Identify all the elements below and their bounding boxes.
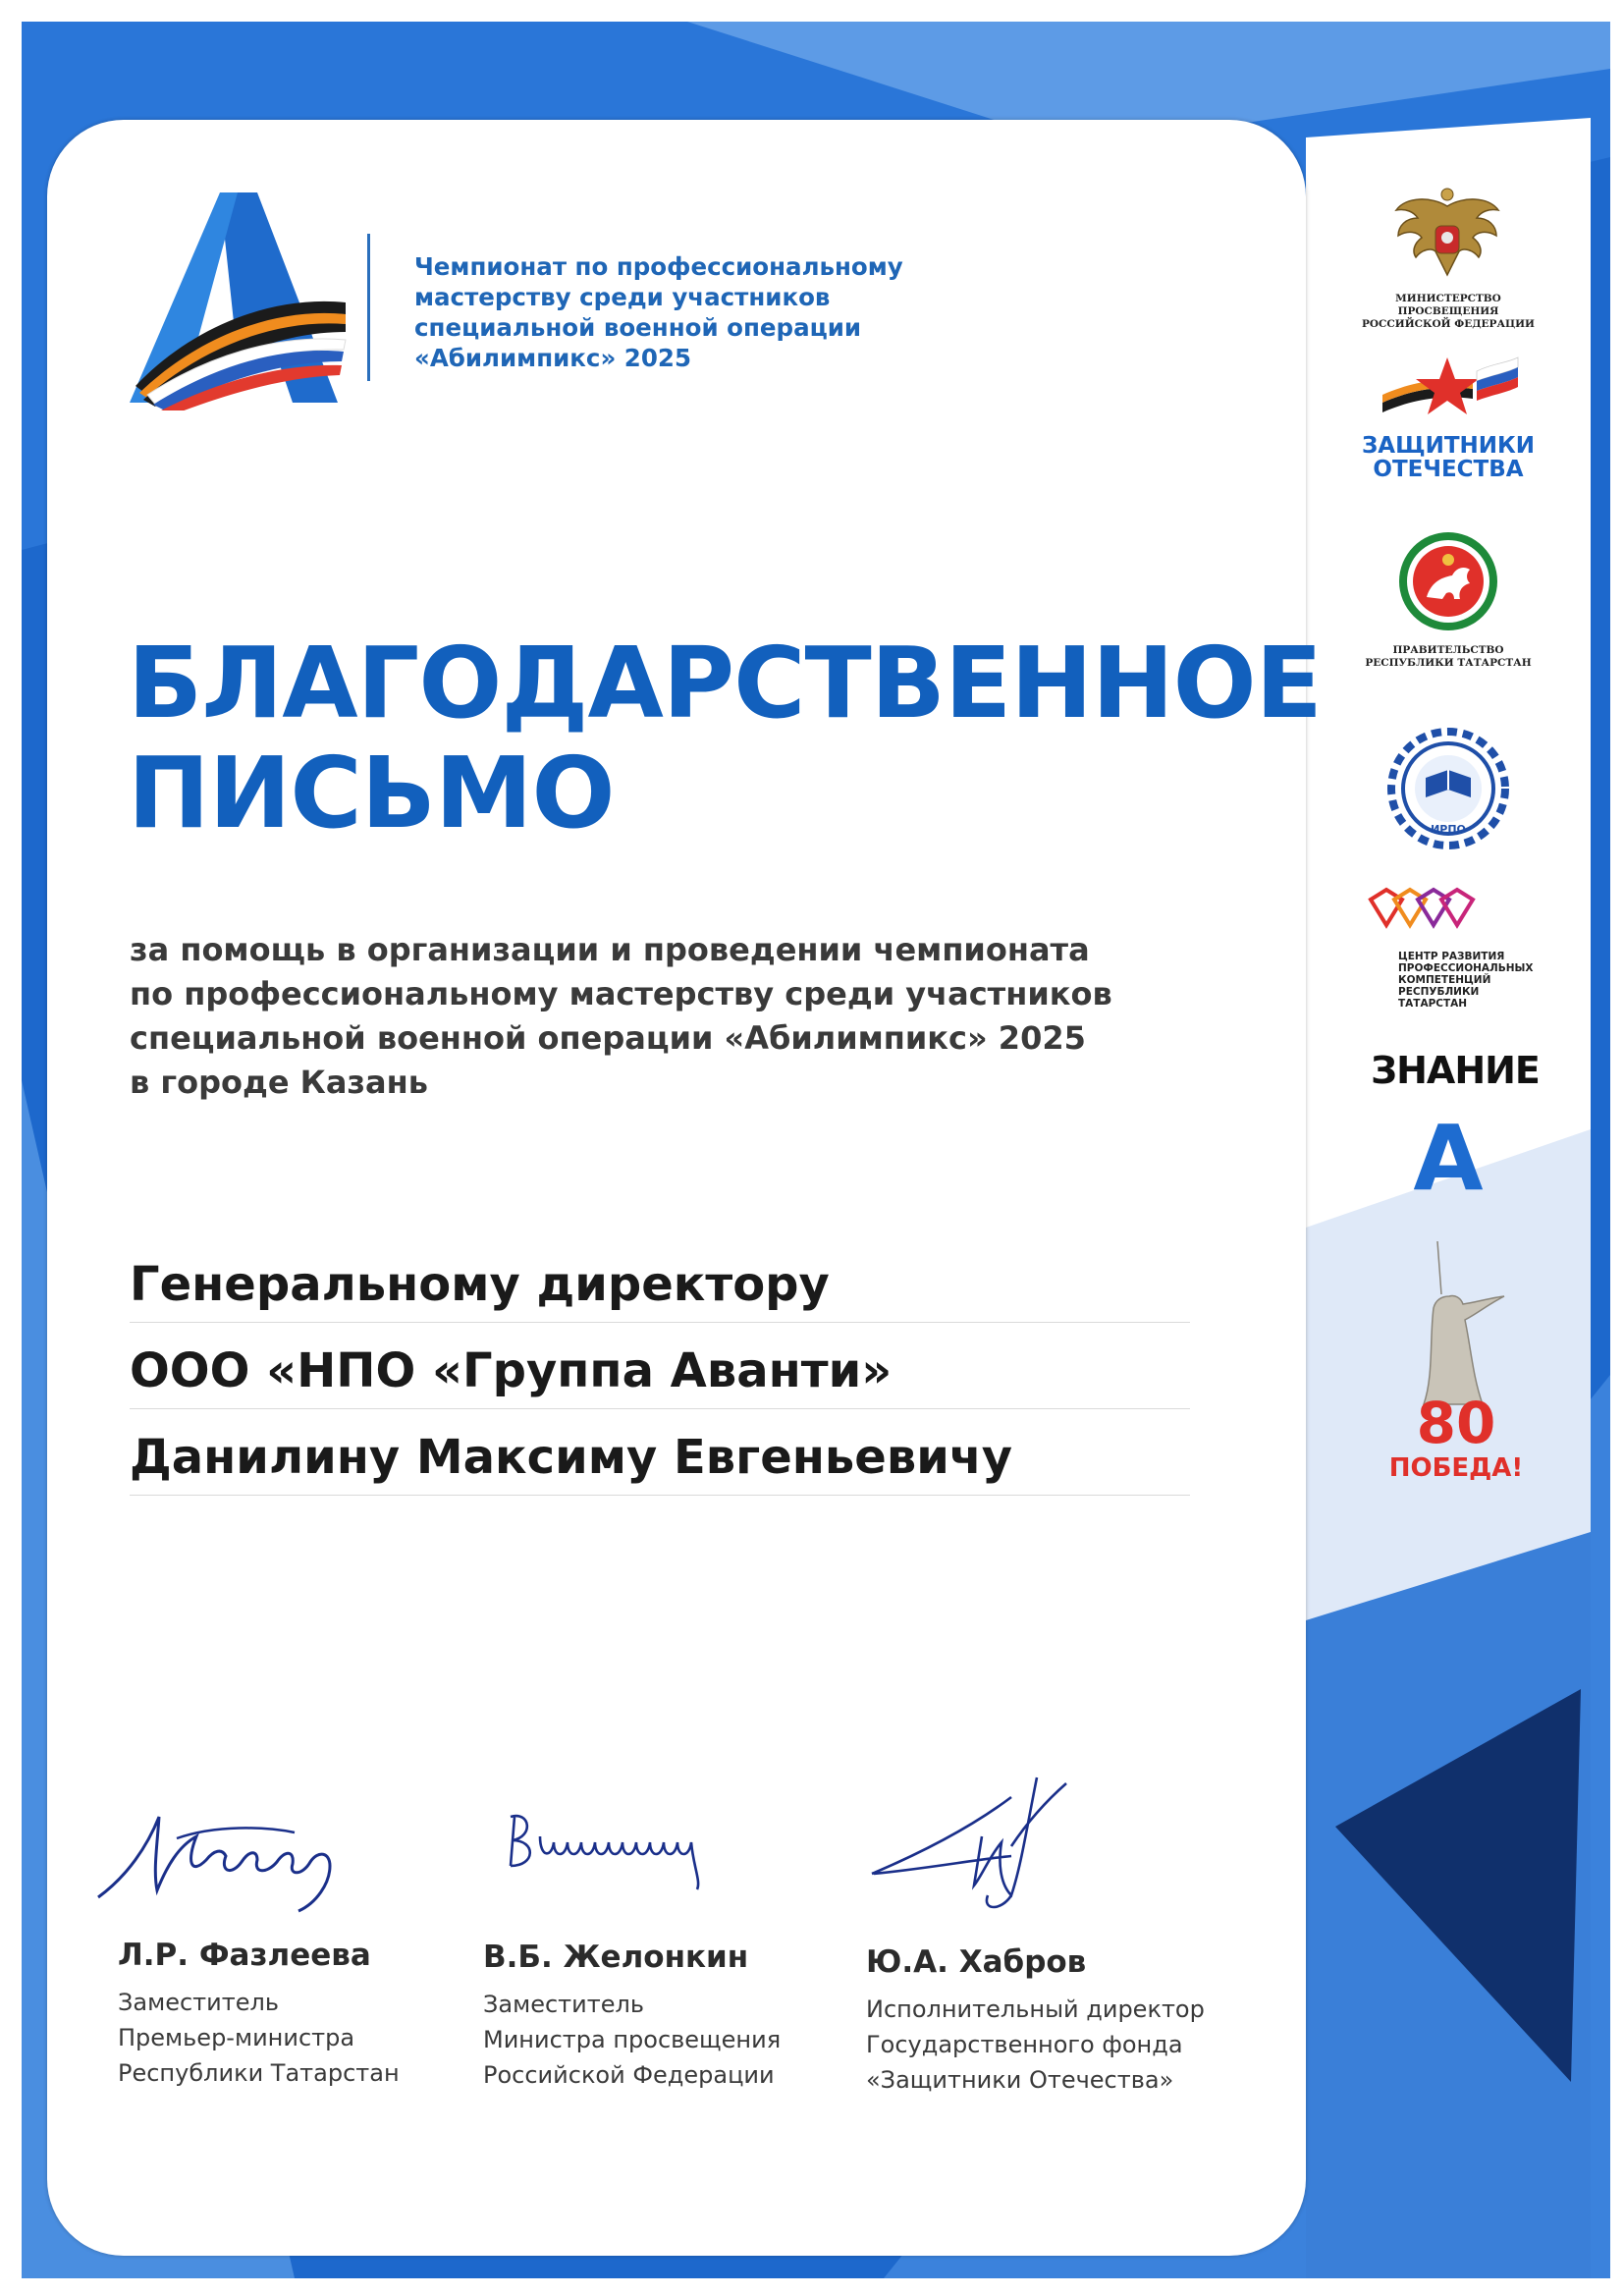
caption-line: РОССИЙСКОЙ ФЕДЕРАЦИИ — [1362, 318, 1535, 330]
recipient-company: ООО «НПО «Группа Аванти» — [130, 1343, 1190, 1409]
reason-text — [130, 928, 1190, 1105]
signatory-position — [483, 1987, 837, 2093]
recipient-name: Данилину Максиму Евгеньевичу — [130, 1430, 1190, 1496]
signature-2-image — [501, 1787, 756, 1895]
caption-line: ПРАВИТЕЛЬСТВО — [1392, 644, 1504, 656]
title-line-1: БЛАГОДАРСТВЕННОЕ — [128, 626, 1322, 740]
position-line: Заместитель — [483, 1991, 644, 2018]
position-line: Государственного фонда — [866, 2031, 1183, 2058]
reason-line: по профессиональному мастерству среди участников — [130, 975, 1112, 1012]
header-divider — [367, 234, 370, 381]
caption-line: РЕСПУБЛИКИ ТАТАРСТАН — [1365, 657, 1532, 669]
championship-line: Чемпионат по профессиональному — [414, 252, 903, 281]
znanie-logo: ЗНАНИЕ — [1371, 1049, 1540, 1092]
page-title — [128, 626, 1322, 850]
abilympics-logo — [118, 185, 353, 410]
motherland-statue-icon — [1394, 1239, 1512, 1406]
caption-line: РЕСПУБЛИКИ ТАТАРСТАН — [1398, 986, 1480, 1010]
signature-1-image — [88, 1777, 403, 1915]
caption-line: ОТЕЧЕСТВА — [1373, 457, 1524, 482]
caption-line: ПРОФЕССИОНАЛЬНЫХ — [1398, 962, 1534, 974]
competence-center-logo-icon — [1367, 886, 1485, 947]
signatory-1 — [118, 1938, 452, 2091]
ministry-caption — [1345, 293, 1551, 331]
position-line: Заместитель — [118, 1989, 279, 2016]
signatory-name: Л.Р. Фазлеева — [118, 1938, 371, 1973]
irpo-caption: ИРПО — [1431, 823, 1466, 836]
title-line-2: ПИСЬМО — [128, 736, 615, 850]
signatory-name: В.Б. Желонкин — [483, 1940, 749, 1975]
signatory-position — [118, 1985, 452, 2091]
championship-line: специальной военной операции — [414, 313, 862, 342]
caption-line: ЦЕНТР РАЗВИТИЯ — [1398, 951, 1505, 962]
position-line: Премьер-министра — [118, 2024, 355, 2051]
recipient-position: Генеральному директору — [130, 1257, 1190, 1323]
position-line: Российской Федерации — [483, 2061, 775, 2089]
reason-line: за помощь в организации и проведении чемпионата — [130, 931, 1090, 968]
position-line: «Защитники Отечества» — [866, 2066, 1174, 2094]
position-line: Исполнительный директор — [866, 1995, 1205, 2023]
signatory-position — [866, 1992, 1239, 2098]
tatarstan-gov-caption — [1355, 644, 1542, 670]
position-line: Республики Татарстан — [118, 2059, 400, 2087]
signatory-2 — [483, 1940, 837, 2093]
position-line: Министра просвещения — [483, 2026, 782, 2053]
caption-line: КОМПЕТЕНЦИЙ — [1398, 974, 1491, 986]
victory-caption: ПОБЕДА! — [1388, 1453, 1524, 1483]
caption-line: ЗАЩИТНИКИ — [1361, 433, 1536, 459]
championship-line: «Абилимпикс» 2025 — [414, 344, 691, 372]
defenders-caption — [1360, 434, 1537, 481]
abilympics-a-logo: A — [1413, 1106, 1484, 1211]
reason-line: в городе Казань — [130, 1064, 428, 1101]
signature-3-image — [864, 1758, 1100, 1915]
signatory-3 — [866, 1944, 1239, 2098]
victory-80-number: 80 — [1416, 1390, 1496, 1456]
reason-line: специальной военной операции «Абилимпикс» 2025 — [130, 1019, 1086, 1057]
tatarstan-snow-leopard-emblem-icon — [1397, 530, 1500, 633]
defenders-star-flag-icon — [1375, 354, 1522, 422]
championship-title — [414, 251, 925, 373]
competence-center-caption — [1398, 951, 1545, 1010]
certificate-card — [47, 120, 1306, 2256]
signatory-name: Ю.А. Хабров — [866, 1944, 1087, 1980]
championship-line: мастерству среди участников — [414, 283, 831, 311]
caption-line: МИНИСТЕРСТВО ПРОСВЕЩЕНИЯ — [1395, 293, 1501, 317]
double-eagle-emblem-icon — [1392, 187, 1502, 285]
